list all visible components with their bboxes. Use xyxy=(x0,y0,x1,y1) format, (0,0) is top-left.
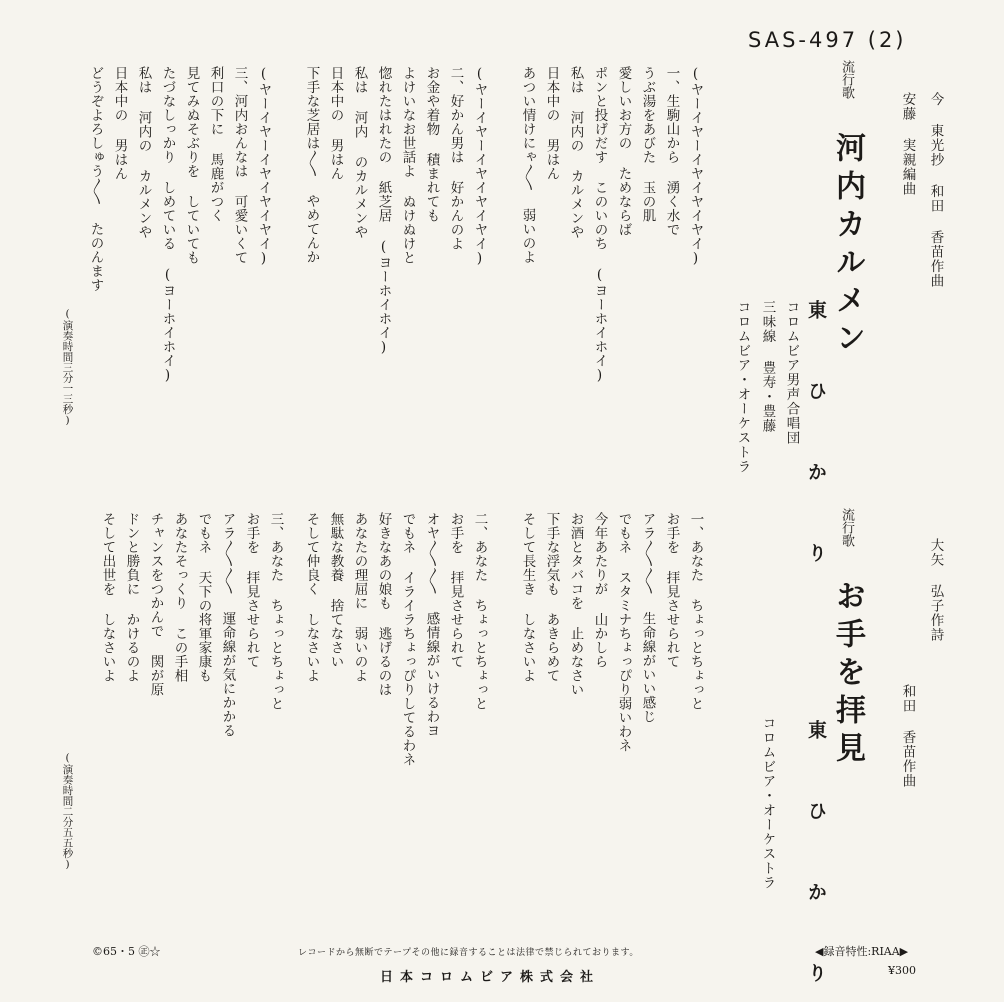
lyric-line: 二、あなた ちょっとちょっと xyxy=(471,512,488,711)
lyric-line: アラ〱〱 生命線がいい感じ xyxy=(639,512,656,724)
lyric-line: どうぞよろしゅう〱 たのんます xyxy=(87,66,104,292)
lyric-line: 今年あたりが 山かしら xyxy=(591,512,608,669)
price-label: ¥300 xyxy=(888,964,916,977)
lyric-line: そして出世を しなさいよ xyxy=(99,512,116,683)
song1-artist: 東 ひ か り xyxy=(805,300,827,582)
song1-performer-line-3: コロムビア・オーケストラ xyxy=(734,300,751,474)
lyric-line: 私は 河内の カルメンや xyxy=(567,66,584,239)
lyric-line: お金や着物 積まれても xyxy=(423,66,440,223)
copyright-notice: レコードから無断でテープその他に録音することは法律で禁じられております。 xyxy=(298,948,639,958)
date-mark: ©65・5 ㊣☆ xyxy=(92,945,161,958)
song2-writer-line-2: 和田 香苗作曲 xyxy=(899,684,916,788)
lyric-line: よけいなお世話よ ぬけぬけと xyxy=(399,66,416,265)
recording-characteristic: ◀録音特性:RIAA▶ xyxy=(815,945,909,958)
lyric-line: 日本中の 男はん xyxy=(111,66,128,181)
song1-writer-line-1: 今 東光抄 和田 香苗作曲 xyxy=(927,92,944,288)
catalog-number: SAS-497 (2) xyxy=(748,28,907,52)
lyric-line: 下手な芝居は〱 やめてんか xyxy=(303,66,320,264)
lyric-line: アラ〱〱 運命線が気にかかる xyxy=(219,512,236,738)
lyric-line: (ヤーイヤーイヤイヤイヤイ) xyxy=(255,66,272,267)
lyric-line: 無駄な教養 捨てなさい xyxy=(327,512,344,669)
lyric-line: 下手な浮気も あきらめて xyxy=(543,512,560,683)
song2-title: お手を拝見 xyxy=(830,580,865,770)
song2-writer-line-1: 大矢 弘子作詩 xyxy=(927,538,944,642)
lyric-line: 愛しいお方の ためならば xyxy=(615,66,632,237)
lyric-line: お手を 拝見させられて xyxy=(243,512,260,669)
song1-title: 河内カルメン xyxy=(830,132,865,360)
lyric-line: 日本中の 男はん xyxy=(327,66,344,181)
song2-genre: 流行歌 xyxy=(839,508,854,547)
lyric-line: あなたの理屈に 弱いのよ xyxy=(351,512,368,683)
lyric-line: 二、好かん男は 好かんのよ xyxy=(447,66,464,251)
lyric-line: そして仲良く しなさいよ xyxy=(303,512,320,683)
song1-performer-line-1: コロムビア男声合唱団 xyxy=(783,300,800,445)
lyric-line: お手を 拝見させられて xyxy=(663,512,680,669)
lyric-line: そして長生き しなさいよ xyxy=(519,512,536,683)
lyric-line: うぶ湯をあびた 玉の肌 xyxy=(639,66,656,223)
song1-genre: 流行歌 xyxy=(839,60,854,99)
lyric-line: 惚れたはれたの 紙芝居 (ヨーホイホイ) xyxy=(375,66,392,356)
lyric-line: お手を 拝見させられて xyxy=(447,512,464,669)
lyric-line: チャンスをつかんで 関が原 xyxy=(147,512,164,697)
lyric-line: 見てみぬそぶりを していても xyxy=(183,66,200,265)
lyric-line: (ヤーイヤーイヤイヤイヤイ) xyxy=(687,66,704,267)
lyric-line: でもネ スタミナちょっぴり弱いわネ xyxy=(615,512,632,753)
lyric-line: 三、あなた ちょっとちょっと xyxy=(267,512,284,711)
song2-duration: (演奏時間二分五五秒) xyxy=(61,752,74,871)
lyric-line: 三、河内おんなは 可愛いくて xyxy=(231,66,248,265)
company-name: 日本コロムビア株式会社 xyxy=(380,970,601,985)
lyric-line: ドンと勝負に かけるのよ xyxy=(123,512,140,683)
lyric-line: 日本中の 男はん xyxy=(543,66,560,181)
lyric-line: でもネ イライラちょっぴりしてるわネ xyxy=(399,512,416,767)
lyric-line: 一、あなた ちょっとちょっと xyxy=(687,512,704,711)
lyric-line: 私は 河内 のカルメンや xyxy=(351,66,368,239)
lyric-line: でもネ 天下の将軍家康も xyxy=(195,512,212,683)
song1-lyrics xyxy=(87,66,708,486)
song1-performer-line-2: 三味線 豊寿・豊藤 xyxy=(759,300,776,433)
lyric-line: あつい情けにゃ〱 弱いのよ xyxy=(519,66,536,264)
lyric-line: 一、生駒山から 湧く水で xyxy=(663,66,680,237)
lyric-line: (ヤーイヤーイヤイヤイヤイ) xyxy=(471,66,488,267)
song2-artist: 東 ひ か り xyxy=(805,720,827,1002)
lyric-line: 私は 河内の カルメンや xyxy=(135,66,152,239)
lyric-line: あなたそっくり この手相 xyxy=(171,512,188,683)
lyric-line: 利口の下に 馬鹿がつく xyxy=(207,66,224,223)
lyric-line: 好きなあの娘も 逃げるのは xyxy=(375,512,392,697)
lyric-line: たづなしっかり しめている (ヨーホイホイ) xyxy=(159,66,176,384)
song1-writer-line-2: 安藤 実親編曲 xyxy=(899,92,916,196)
lyric-line: オヤ〱〱 感情線がいけるわヨ xyxy=(423,512,440,738)
song2-performer-line-1: コロムビア・オーケストラ xyxy=(759,716,776,890)
song2-lyrics xyxy=(98,512,708,932)
lyric-line: ポンと投げだす このいのち (ヨーホイホイ) xyxy=(591,66,608,384)
lyric-line: お酒とタバコを 止めなさい xyxy=(567,512,584,697)
song1-duration: (演奏時間三分一三秒) xyxy=(61,308,74,427)
